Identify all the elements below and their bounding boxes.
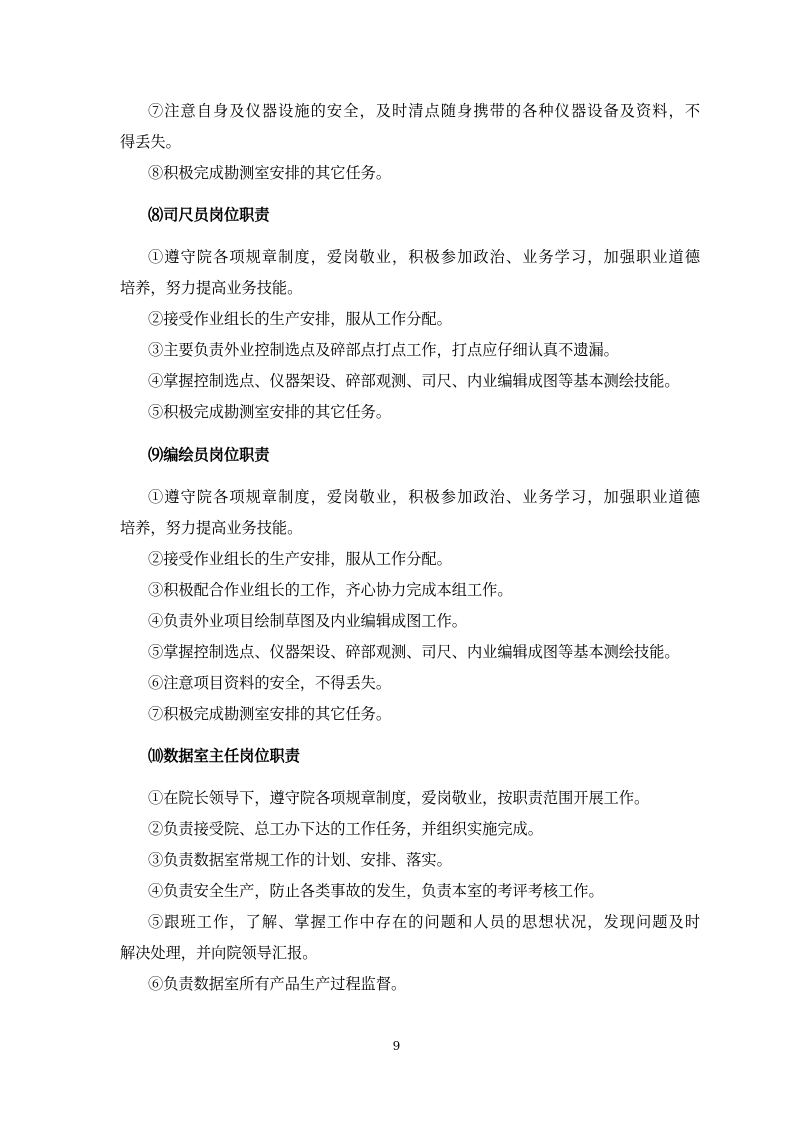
- paragraph-line: ⑤掌握控制选点、仪器架设、碎部观测、司尺、内业编辑成图等基本测绘技能。: [148, 643, 680, 661]
- paragraph-line: ③负责数据室常规工作的计划、安排、落实。: [148, 851, 452, 869]
- paragraph-line: ④负责外业项目绘制草图及内业编辑成图工作。: [148, 612, 467, 630]
- paragraph-line: ②接受作业组长的生产安排，服从工作分配。: [148, 550, 452, 568]
- paragraph-line: ②负责接受院、总工办下达的工作任务，并组织实施完成。: [148, 820, 543, 838]
- paragraph-line: ①在院长领导下，遵守院各项规章制度，爱岗敬业，按职责范围开展工作。: [148, 789, 650, 807]
- paragraph-line: ⑧积极完成勘测室安排的其它任务。: [148, 164, 391, 182]
- page-number: 9: [392, 1039, 401, 1053]
- paragraph-line: ⑤积极完成勘测室安排的其它任务。: [148, 403, 391, 421]
- paragraph-line: ③积极配合作业组长的工作，齐心协力完成本组工作。: [148, 581, 513, 599]
- paragraph-line: 解决处理，并向院领导汇报。: [120, 944, 318, 962]
- paragraph-line: ⑤跟班工作，了解、掌握工作中存在的问题和人员的思想状况，发现问题及时: [148, 913, 700, 931]
- paragraph-line: 培养，努力提高业务技能。: [120, 519, 303, 537]
- paragraph-line: ②接受作业组长的生产安排，服从工作分配。: [148, 310, 452, 328]
- paragraph-line: ⑦注意自身及仪器设施的安全，及时清点随身携带的各种仪器设备及资料，不: [148, 102, 700, 120]
- paragraph-line: 培养，努力提高业务技能。: [120, 279, 303, 297]
- paragraph-line: ④掌握控制选点、仪器架设、碎部观测、司尺、内业编辑成图等基本测绘技能。: [148, 372, 680, 390]
- paragraph-line: ①遵守院各项规章制度，爱岗敬业，积极参加政治、业务学习，加强职业道德: [148, 248, 700, 266]
- paragraph-line: ④负责安全生产，防止各类事故的发生，负责本室的考评考核工作。: [148, 882, 604, 900]
- paragraph-line: ⑥注意项目资料的安全，不得丢失。: [148, 674, 391, 692]
- paragraph-line: 得丢失。: [120, 133, 181, 151]
- section-heading: ⑻司尺员岗位职责: [148, 206, 270, 224]
- paragraph-line: ⑦积极完成勘测室安排的其它任务。: [148, 705, 391, 723]
- section-heading: ⑼编绘员岗位职责: [148, 446, 270, 464]
- paragraph-line: ③主要负责外业控制选点及碎部点打点工作，打点应仔细认真不遗漏。: [148, 341, 619, 359]
- paragraph-line: ⑥负责数据室所有产品生产过程监督。: [148, 975, 407, 993]
- section-heading: ⑽数据室主任岗位职责: [148, 747, 300, 765]
- paragraph-line: ①遵守院各项规章制度，爱岗敬业，积极参加政治、业务学习，加强职业道德: [148, 488, 700, 506]
